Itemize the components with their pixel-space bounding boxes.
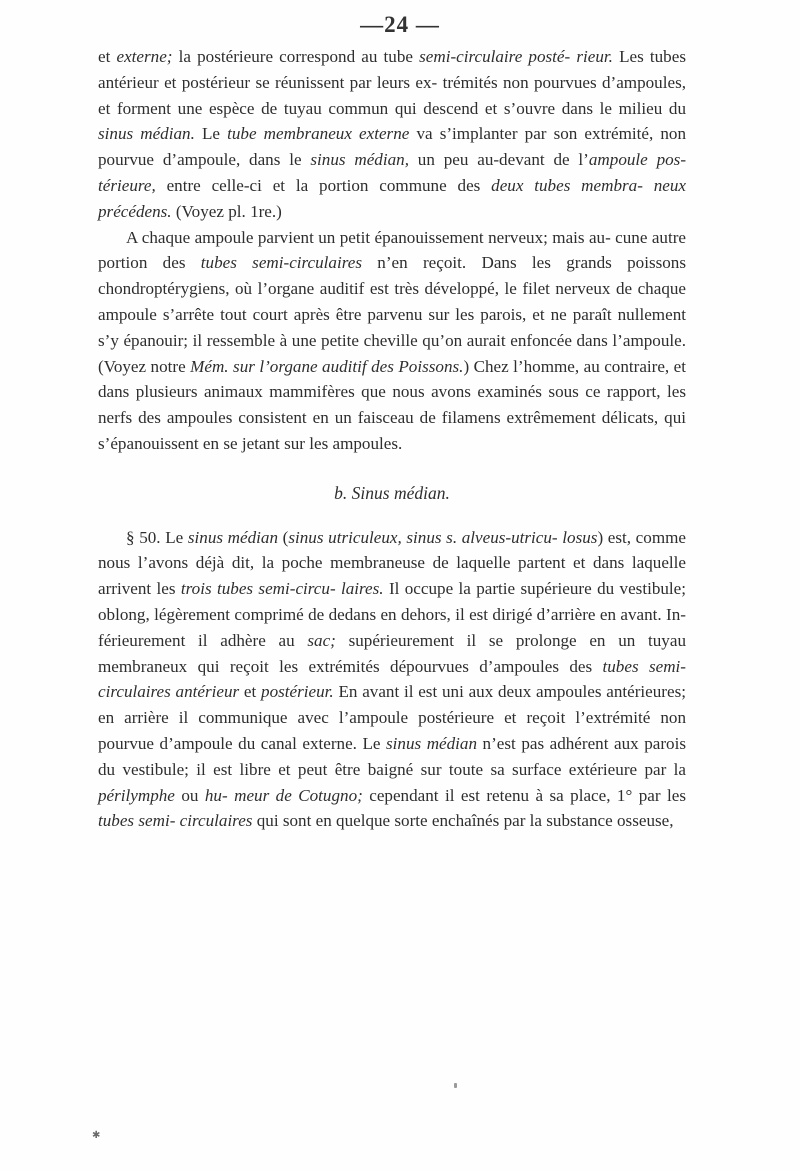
text-run: Mém. sur l’organe auditif des Poissons.: [190, 356, 464, 376]
text-run: (Voyez pl. 1re.): [171, 201, 282, 221]
paragraph-sinus-median: [98, 525, 686, 835]
text-run: hu- meur de Cotugno;: [204, 785, 363, 805]
text-run: postérieur.: [261, 682, 334, 702]
ink-speck: [454, 1083, 457, 1088]
text-run: A chaque ampoule parvient un petit épanouissement nerveux; mais au- cune autre portion des: [98, 227, 686, 273]
paragraph-ampoules: [98, 44, 686, 225]
text-run: et: [98, 47, 117, 66]
text-run: ampoule pos- térieure,: [98, 150, 687, 195]
text-run: périlymphe: [98, 785, 175, 805]
paragraph-nerves: [98, 225, 686, 457]
text-run: et: [239, 682, 262, 702]
body-text: [98, 44, 686, 834]
text-run: Le: [194, 124, 228, 144]
text-run: tube membraneux externe: [227, 124, 410, 144]
margin-mark-icon: ✱: [92, 1130, 101, 1141]
text-run: ou: [174, 785, 205, 805]
text-run: n’est pas adhérent aux parois du vestibule; il est libre et peut être baigné sur toute sa surface extérieure par la: [98, 733, 686, 779]
text-run: b. Sinus médian.: [334, 482, 450, 503]
text-run: cependant il est retenu à sa place, 1° par les: [362, 785, 686, 805]
text-run: trois tubes semi-circu- laires.: [180, 579, 384, 599]
text-run: Il occupe la partie supérieure du vestibule; oblong, légèrement comprimé de dedans en dehors, il est dirigé d’arrière en avant. In- férieurement il adhère au: [98, 579, 686, 650]
text-run: § 50. Le: [126, 527, 188, 547]
text-run: deux tubes membra- neux précédens.: [98, 175, 687, 221]
text-run: tubes semi-circulaires: [200, 253, 362, 273]
text-run: ) est, comme nous l’avons déjà dit, la poche membraneuse de laquelle partent et dans laquelle arrivent les: [98, 527, 686, 599]
text-run: la postérieure correspond au tube: [172, 47, 420, 66]
text-run: ) Chez l’homme, au contraire, et dans plusieurs animaux mammifères que nous avons examinés sous ce rapport, les nerfs des ampoules consistent en un faisceau de filamens extrêmement délicats, qui s’épanouissent en se jetant sur les ampoules.: [98, 356, 686, 453]
text-run: sinus utriculeux, sinus s. alveus-utricu- losus: [288, 527, 598, 547]
text-run: entre celle-ci et la portion commune des: [155, 175, 492, 195]
text-run: externe;: [116, 47, 173, 66]
text-run: sac;: [307, 630, 336, 650]
text-run: sinus médian,: [310, 150, 409, 170]
text-run: va s’implanter par son extrémité, non pourvue d’ampoule, dans le: [98, 124, 686, 170]
text-run: En avant il est uni aux deux ampoules antérieures; en arrière il communique avec l’ampoule postérieure et reçoit l’extrémité non pourvue d’ampoule du canal externe. Le: [98, 682, 686, 753]
text-run: semi-circulaire posté- rieur.: [419, 47, 613, 66]
text-run: tubes semi-circulaires antérieur: [98, 656, 686, 702]
text-run: un peu au-devant de l’: [408, 150, 589, 170]
text-run: n’en reçoit. Dans les grands poissons chondroptérygiens, où l’organe auditif est très développé, le filet nerveux de chaque ampoule s’arrête tout court après être parvenu sur les parois, et ne paraît nullement s’y épanouir; il ressemble à une petite cheville qu’on aurait enfoncée dans l’ampoule. (Voyez notre: [98, 253, 686, 376]
text-run: Les tubes antérieur et postérieur se réunissent par leurs ex- trémités non pourvues d’ampoules, et forment une espèce de tuyau commun qui descend et s’ouvre dans le milieu du: [98, 47, 686, 118]
text-run: sinus médian.: [98, 124, 195, 144]
text-run: (: [278, 527, 289, 547]
text-run: tubes semi- circulaires: [98, 811, 253, 831]
text-run: sinus médian: [386, 733, 478, 753]
text-run: qui sont en quelque sorte enchaînés par la substance osseuse,: [252, 811, 674, 831]
section-heading: [98, 481, 686, 507]
page-number: —24 —: [360, 12, 440, 37]
text-run: supérieurement il se prolonge en un tuyau membraneux qui reçoit les extrémités dépourvues d’ampoules des: [98, 630, 686, 676]
text-run: sinus médian: [187, 527, 279, 547]
